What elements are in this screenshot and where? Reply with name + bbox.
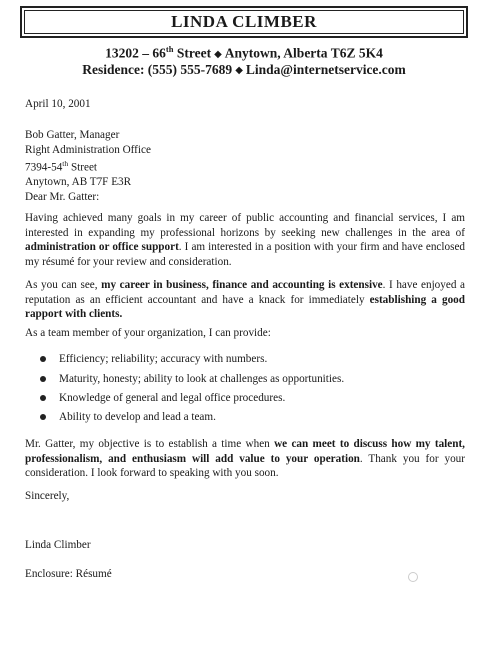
list-item-text: Efficiency; reliability; accuracy with numbers. <box>59 353 268 365</box>
recipient-office: Right Administration Office <box>25 143 151 156</box>
street-suffix: th <box>165 44 174 54</box>
list-item-text: Maturity, honesty; ability to look at challenges as opportunities. <box>59 373 345 385</box>
p2-emphasis: rapport with clients. <box>25 308 123 320</box>
paragraph-1 <box>25 211 465 269</box>
paragraph-2 <box>25 278 465 322</box>
salutation: Dear Mr. Gatter: <box>25 191 100 203</box>
p2-line <box>25 278 465 293</box>
p4-emphasis: we can meet to discuss how my talent, <box>274 438 465 450</box>
diamond-separator-icon: ◆ <box>235 65 243 76</box>
p1-line: Having achieved many goals in my career of public accounting and financial services, I am <box>25 212 465 224</box>
signature-name: Linda Climber <box>25 539 91 551</box>
recipient-street-name: Street <box>68 161 98 174</box>
letter-date: April 10, 2001 <box>25 98 91 110</box>
recipient-street-number: 7394-54 <box>25 161 63 174</box>
p2-emphasis: establishing a good <box>369 293 465 306</box>
diamond-separator-icon: ◆ <box>214 48 222 60</box>
paragraph-4 <box>25 437 465 481</box>
recipient-city: Anytown, AB T7F E3R <box>25 176 132 189</box>
street-number: 13202 – 66 <box>105 45 166 61</box>
email: Linda@internetservice.com <box>245 62 406 77</box>
city: Anytown, Alberta <box>224 45 328 61</box>
bullet-icon <box>40 376 46 382</box>
p1-line <box>25 240 465 255</box>
bullet-icon <box>40 395 46 401</box>
p2-text: . I have enjoyed a <box>382 279 465 291</box>
enclosure: Enclosure: Résumé <box>25 568 112 580</box>
p2-text: reputation as an efficient accountant and have a knack for immediately <box>25 293 370 306</box>
recipient-street <box>25 157 465 175</box>
p2-text: As you can see, <box>25 279 102 291</box>
p1-line: interested in expanding my professional horizons by seeking new challenges in the area of <box>25 226 465 239</box>
contact-line <box>20 62 468 78</box>
p4-text: . Thank you for your <box>359 452 465 465</box>
closing: Sincerely, <box>25 490 70 502</box>
address-line <box>20 44 468 62</box>
p4-line <box>25 437 465 452</box>
p1-line: my résumé for your review and consideration. <box>25 255 232 268</box>
p2-line <box>25 293 465 308</box>
recipient-name: Bob Gatter, Manager <box>25 129 120 141</box>
bullet-icon <box>40 356 46 362</box>
paragraph-3: As a team member of your organization, I can provide: <box>25 327 271 339</box>
p2-emphasis: my career in business, finance and accounting is extensive <box>101 279 383 291</box>
p1-emphasis: administration or office support <box>25 241 179 253</box>
postal-code: T6Z 5K4 <box>327 45 383 61</box>
recipient-street-suffix: th <box>62 159 69 168</box>
p4-emphasis: professionalism, and enthusiasm will add value to your operation <box>25 452 360 465</box>
p4-line <box>25 452 465 467</box>
bullet-icon <box>40 414 46 420</box>
applicant-name: LINDA CLIMBER <box>171 12 317 31</box>
recipient-block <box>25 128 465 190</box>
name-banner <box>20 6 468 38</box>
p4-text: Mr. Gatter, my objective is to establish a time when <box>25 438 275 450</box>
list-item-text: Ability to develop and lead a team. <box>59 411 216 423</box>
street-name: Street <box>173 45 212 61</box>
scan-artifact <box>408 572 418 582</box>
list-item-text: Knowledge of general and legal office procedures. <box>59 392 286 404</box>
p1-text: . I am interested in a position with your firm and have enclosed <box>178 241 466 253</box>
residence-phone: Residence: (555) 555-7689 <box>82 62 233 77</box>
p4-line: consideration. I look forward to speaking with you soon. <box>25 467 279 479</box>
